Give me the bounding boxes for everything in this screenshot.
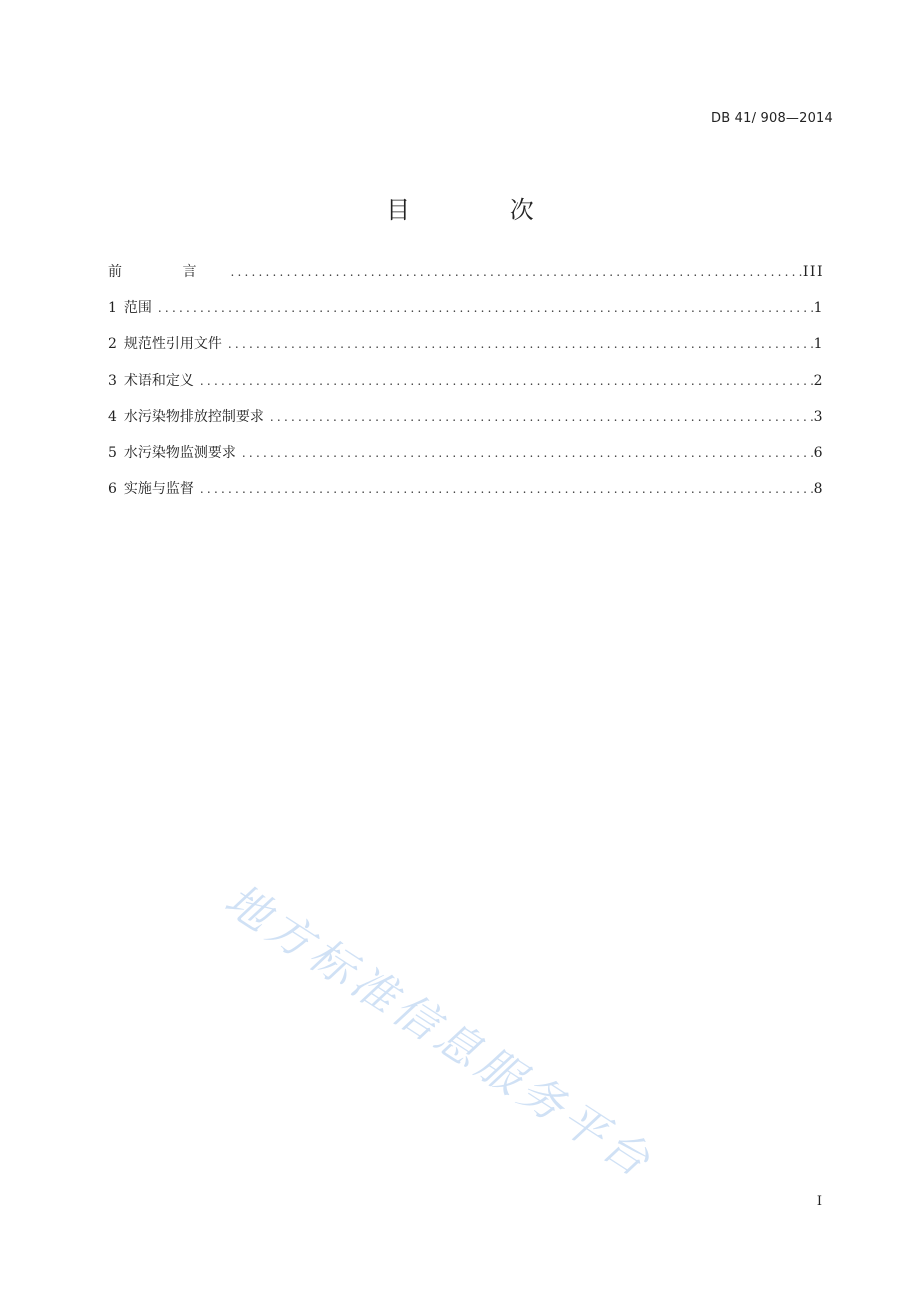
toc-entry-label xyxy=(108,371,196,391)
toc-entry-page: 6 xyxy=(813,444,824,461)
toc-entry-number: 5 xyxy=(108,444,117,461)
toc-entry-number: 4 xyxy=(108,408,117,425)
toc-leader-dots xyxy=(196,371,814,391)
toc-entry-terms-definitions[interactable] xyxy=(108,371,824,407)
toc-entry-number: 1 xyxy=(108,300,117,317)
toc-list xyxy=(108,262,824,515)
toc-leader-dots xyxy=(196,479,814,499)
toc-entry-label xyxy=(108,298,154,318)
toc-entry-title: 水污染物排放控制要求 xyxy=(123,408,264,425)
toc-entry-page: 3 xyxy=(813,408,824,425)
toc-entry-normative-references[interactable] xyxy=(108,334,824,370)
toc-entry-number: 6 xyxy=(108,481,117,498)
toc-leader-dots xyxy=(154,298,814,318)
toc-leader-dots xyxy=(266,407,814,427)
toc-entry-implementation[interactable] xyxy=(108,479,824,515)
toc-entry-label xyxy=(108,334,224,354)
toc-entry-label xyxy=(108,407,266,427)
toc-entry-page: 1 xyxy=(813,336,824,353)
toc-title: 目 次 xyxy=(386,196,580,224)
toc-entry-number: 2 xyxy=(108,336,117,353)
toc-entry-title: 水污染物监测要求 xyxy=(123,444,236,461)
toc-entry-label xyxy=(108,443,238,463)
toc-entry-page: 8 xyxy=(813,481,824,498)
toc-leader-dots xyxy=(224,334,814,354)
toc-entry-label xyxy=(108,479,196,499)
toc-entry-number: 3 xyxy=(108,372,117,389)
toc-entry-page: III xyxy=(802,264,824,280)
toc-entry-title: 实施与监督 xyxy=(123,481,194,498)
toc-entry-label: 前 言 xyxy=(108,264,225,280)
page-number: I xyxy=(816,1194,822,1209)
toc-leader-dots xyxy=(238,443,814,463)
toc-entry-monitoring[interactable] xyxy=(108,443,824,479)
toc-entry-page: 1 xyxy=(813,300,824,317)
watermark: 地方标准信息服务平台 xyxy=(215,874,663,1190)
toc-leader-dots xyxy=(226,262,802,282)
toc-entry-title: 范围 xyxy=(123,300,152,317)
toc-entry-title: 术语和定义 xyxy=(123,372,194,389)
toc-entry-scope[interactable] xyxy=(108,298,824,334)
toc-entry-page: 2 xyxy=(813,372,824,389)
toc-entry-foreword[interactable] xyxy=(108,262,824,298)
document-code: DB 41/ 908—2014 xyxy=(710,111,833,126)
toc-entry-emission-control[interactable] xyxy=(108,407,824,443)
toc-entry-title: 规范性引用文件 xyxy=(123,336,222,353)
